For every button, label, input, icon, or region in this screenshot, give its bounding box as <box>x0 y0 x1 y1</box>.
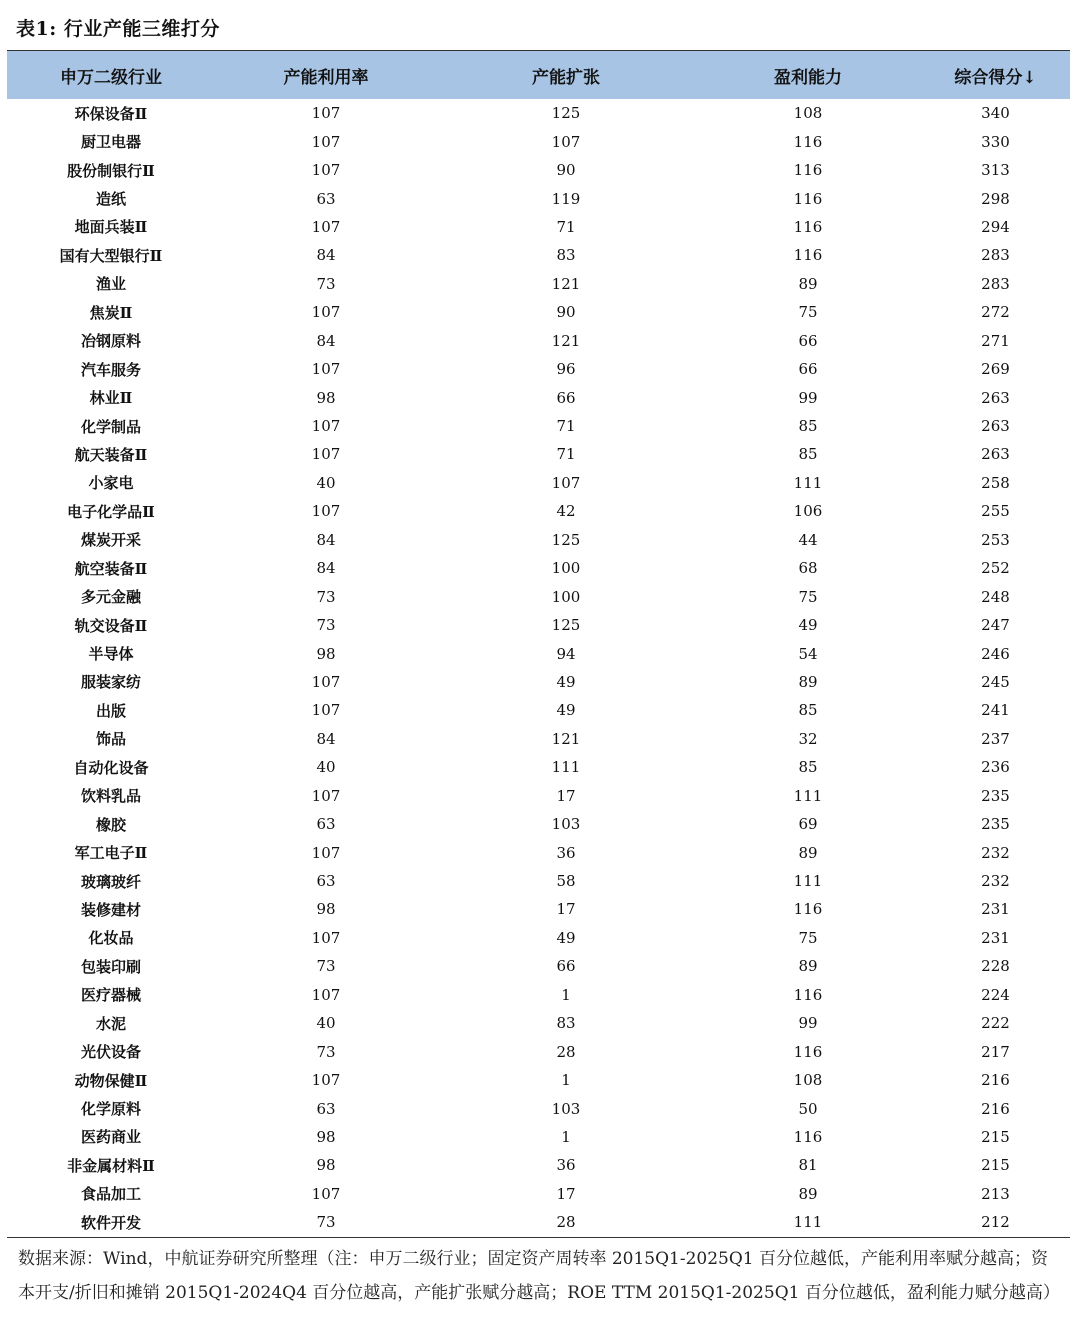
expansion-cell: 66 <box>556 957 576 976</box>
industry-cell: 服装家纺 <box>80 673 141 692</box>
utilization-cell: 107 <box>311 445 341 464</box>
total-score-cell: 222 <box>981 1014 1010 1033</box>
profitability-cell: 66 <box>798 360 818 379</box>
industry-cell: 化学原料 <box>80 1100 141 1119</box>
table-row <box>7 867 1070 895</box>
table-row <box>7 327 1070 355</box>
industry-cell: 小家电 <box>88 474 134 493</box>
profitability-cell: 116 <box>793 246 823 265</box>
industry-cell: 地面兵装Ⅱ <box>74 218 148 237</box>
expansion-cell: 125 <box>551 530 581 549</box>
profitability-cell: 49 <box>798 616 818 635</box>
utilization-cell: 107 <box>311 104 341 123</box>
utilization-cell: 98 <box>316 644 336 663</box>
industry-cell: 股份制银行Ⅱ <box>67 161 155 180</box>
table-row <box>7 895 1070 923</box>
table-row <box>7 355 1070 383</box>
table-row <box>7 213 1070 241</box>
total-score-cell: 246 <box>981 644 1010 663</box>
profitability-cell: 89 <box>798 1184 818 1203</box>
utilization-cell: 98 <box>316 900 336 919</box>
profitability-cell: 66 <box>798 331 818 350</box>
total-score-cell: 272 <box>981 303 1010 322</box>
profitability-cell: 75 <box>798 587 818 606</box>
total-score-cell: 235 <box>981 786 1010 805</box>
industry-cell: 厨卫电器 <box>80 133 141 152</box>
expansion-cell: 28 <box>556 1042 576 1061</box>
table-row <box>7 469 1070 497</box>
total-score-cell: 269 <box>981 360 1010 379</box>
profitability-cell: 69 <box>798 815 818 834</box>
utilization-cell: 107 <box>311 502 341 521</box>
table-row <box>7 241 1070 269</box>
table-row <box>7 1009 1070 1037</box>
expansion-cell: 90 <box>556 161 576 180</box>
table-row <box>7 1094 1070 1122</box>
expansion-cell: 17 <box>556 900 576 919</box>
table-row <box>7 156 1070 184</box>
expansion-cell: 103 <box>551 1099 581 1118</box>
header-row <box>7 51 1070 99</box>
industry-cell: 造纸 <box>95 190 126 209</box>
total-score-cell: 283 <box>981 274 1010 293</box>
expansion-cell: 121 <box>551 729 581 748</box>
profitability-cell: 85 <box>798 445 818 464</box>
industry-cell: 非金属材料Ⅱ <box>67 1156 155 1175</box>
profitability-cell: 116 <box>793 1127 823 1146</box>
total-score-cell: 228 <box>981 957 1010 976</box>
profitability-cell: 75 <box>798 928 818 947</box>
total-score-cell: 232 <box>981 872 1010 891</box>
total-score-cell: 232 <box>981 843 1010 862</box>
total-score-cell: 248 <box>981 587 1010 606</box>
industry-cell: 林业Ⅱ <box>89 389 133 408</box>
industry-cell: 出版 <box>95 701 126 720</box>
profitability-cell: 85 <box>798 701 818 720</box>
profitability-cell: 108 <box>793 1071 823 1090</box>
profitability-cell: 111 <box>793 473 823 492</box>
industry-cell: 自动化设备 <box>73 758 149 777</box>
profitability-cell: 111 <box>793 1213 823 1232</box>
profitability-cell: 116 <box>793 1042 823 1061</box>
expansion-cell: 28 <box>556 1213 576 1232</box>
profitability-cell: 99 <box>798 388 818 407</box>
utilization-cell: 107 <box>311 1071 341 1090</box>
industry-cell: 饮料乳品 <box>80 787 141 806</box>
utilization-cell: 84 <box>316 246 336 265</box>
total-score-cell: 212 <box>981 1213 1010 1232</box>
total-score-cell: 263 <box>981 388 1010 407</box>
total-score-cell: 213 <box>981 1184 1010 1203</box>
total-score-cell: 247 <box>981 616 1010 635</box>
total-score-cell: 241 <box>981 701 1010 720</box>
profitability-cell: 89 <box>798 274 818 293</box>
industry-cell: 多元金融 <box>80 588 141 607</box>
col-header-expansion: 产能扩张 <box>532 67 600 88</box>
table-row <box>7 1208 1070 1236</box>
industry-cell: 汽车服务 <box>80 360 141 379</box>
table-row <box>7 1151 1070 1179</box>
profitability-cell: 116 <box>793 985 823 1004</box>
table-row <box>7 554 1070 582</box>
profitability-cell: 116 <box>793 900 823 919</box>
total-score-cell: 216 <box>981 1071 1010 1090</box>
utilization-cell: 98 <box>316 1127 336 1146</box>
expansion-cell: 83 <box>556 246 576 265</box>
profitability-cell: 68 <box>798 559 818 578</box>
table-row <box>7 668 1070 696</box>
utilization-cell: 107 <box>311 132 341 151</box>
expansion-cell: 49 <box>556 672 576 691</box>
total-score-cell: 271 <box>981 331 1010 350</box>
industry-cell: 动物保健Ⅱ <box>74 1071 148 1090</box>
expansion-cell: 36 <box>556 1156 576 1175</box>
industry-cell: 焦炭Ⅱ <box>89 303 133 322</box>
expansion-cell: 83 <box>556 1014 576 1033</box>
col-header-profitability: 盈利能力 <box>774 67 842 88</box>
expansion-cell: 96 <box>556 360 576 379</box>
total-score-cell: 263 <box>981 445 1010 464</box>
table-row <box>7 298 1070 326</box>
table-row <box>7 753 1070 781</box>
table-row <box>7 582 1070 610</box>
expansion-cell: 1 <box>561 1127 571 1146</box>
profitability-cell: 32 <box>798 729 818 748</box>
utilization-cell: 73 <box>316 1042 336 1061</box>
total-score-cell: 231 <box>981 900 1010 919</box>
utilization-cell: 98 <box>316 1156 336 1175</box>
total-score-cell: 217 <box>981 1042 1010 1061</box>
expansion-cell: 66 <box>556 388 576 407</box>
utilization-cell: 63 <box>316 872 336 891</box>
profitability-cell: 44 <box>798 530 818 549</box>
table-row <box>7 725 1070 753</box>
industry-cell: 轨交设备Ⅱ <box>74 616 148 635</box>
profitability-cell: 116 <box>793 161 823 180</box>
industry-cell: 包装印刷 <box>80 957 141 976</box>
industry-cell: 环保设备Ⅱ <box>74 104 148 123</box>
utilization-cell: 107 <box>311 672 341 691</box>
total-score-cell: 252 <box>981 559 1010 578</box>
table-row <box>7 440 1070 468</box>
expansion-cell: 103 <box>551 815 581 834</box>
industry-cell: 医药商业 <box>80 1128 141 1147</box>
expansion-cell: 49 <box>556 701 576 720</box>
industry-cell: 化妆品 <box>88 929 134 948</box>
expansion-cell: 125 <box>551 616 581 635</box>
total-score-cell: 245 <box>981 672 1010 691</box>
utilization-cell: 107 <box>311 786 341 805</box>
utilization-cell: 107 <box>311 417 341 436</box>
col-header-industry: 申万二级行业 <box>60 67 162 88</box>
table-row <box>7 696 1070 724</box>
table-row <box>7 782 1070 810</box>
industry-cell: 水泥 <box>95 1014 126 1033</box>
utilization-cell: 107 <box>311 701 341 720</box>
total-score-cell: 340 <box>981 104 1010 123</box>
total-score-cell: 224 <box>981 985 1010 1004</box>
expansion-cell: 1 <box>561 985 571 1004</box>
industry-cell: 软件开发 <box>80 1213 141 1232</box>
expansion-cell: 100 <box>551 559 581 578</box>
table-row <box>7 127 1070 155</box>
expansion-cell: 121 <box>551 331 581 350</box>
table-row <box>7 924 1070 952</box>
industry-cell: 军工电子Ⅱ <box>74 844 148 863</box>
total-score-cell: 258 <box>981 473 1010 492</box>
industry-cell: 玻璃玻纤 <box>80 872 141 891</box>
profitability-cell: 108 <box>793 104 823 123</box>
utilization-cell: 107 <box>311 161 341 180</box>
industry-cell: 航空装备Ⅱ <box>74 559 148 578</box>
profitability-cell: 99 <box>798 1014 818 1033</box>
utilization-cell: 40 <box>316 758 336 777</box>
total-score-cell: 313 <box>981 161 1010 180</box>
industry-score-table <box>7 51 1070 1237</box>
total-score-cell: 235 <box>981 815 1010 834</box>
expansion-cell: 71 <box>556 445 576 464</box>
table-row <box>7 611 1070 639</box>
utilization-cell: 40 <box>316 473 336 492</box>
expansion-cell: 107 <box>551 132 581 151</box>
total-score-cell: 215 <box>981 1156 1010 1175</box>
total-score-cell: 253 <box>981 530 1010 549</box>
expansion-cell: 121 <box>551 274 581 293</box>
col-header-total-score: 综合得分↓ <box>954 67 1037 88</box>
source-note: 数据来源：Wind，中航证券研究所整理（注：申万二级行业；固定资产周转率 2015Q1-2025Q1 百分位越低，产能利用率赋分越高；资本开支/折旧和摊销 2015Q1-2024Q4 百分位越高，产能扩张赋分越高；ROE TTM 2015Q1-2025Q1 百分位越低，盈利能力赋分越高） <box>18 1249 1060 1303</box>
utilization-cell: 73 <box>316 1213 336 1232</box>
profitability-cell: 85 <box>798 758 818 777</box>
expansion-cell: 111 <box>551 758 581 777</box>
expansion-cell: 71 <box>556 217 576 236</box>
table-row <box>7 270 1070 298</box>
industry-cell: 煤炭开采 <box>80 531 141 550</box>
expansion-cell: 90 <box>556 303 576 322</box>
utilization-cell: 73 <box>316 616 336 635</box>
utilization-cell: 107 <box>311 843 341 862</box>
utilization-cell: 84 <box>316 559 336 578</box>
total-score-cell: 255 <box>981 502 1010 521</box>
table-body <box>7 99 1070 1237</box>
expansion-cell: 71 <box>556 417 576 436</box>
table-bottom-rule <box>7 1237 1070 1238</box>
table-row <box>7 952 1070 980</box>
total-score-cell: 283 <box>981 246 1010 265</box>
utilization-cell: 84 <box>316 530 336 549</box>
table-row <box>7 1180 1070 1208</box>
utilization-cell: 107 <box>311 303 341 322</box>
total-score-cell: 263 <box>981 417 1010 436</box>
table-row <box>7 383 1070 411</box>
total-score-cell: 237 <box>981 729 1010 748</box>
expansion-cell: 42 <box>556 502 576 521</box>
expansion-cell: 94 <box>556 644 576 663</box>
col-header-utilization: 产能利用率 <box>283 67 369 88</box>
utilization-cell: 73 <box>316 957 336 976</box>
expansion-cell: 1 <box>561 1071 571 1090</box>
utilization-cell: 107 <box>311 1184 341 1203</box>
table-row <box>7 838 1070 866</box>
expansion-cell: 17 <box>556 786 576 805</box>
table-row <box>7 184 1070 212</box>
profitability-cell: 81 <box>798 1156 818 1175</box>
table-row <box>7 1066 1070 1094</box>
table-row <box>7 412 1070 440</box>
expansion-cell: 107 <box>551 473 581 492</box>
industry-cell: 装修建材 <box>80 900 141 919</box>
table-row <box>7 810 1070 838</box>
utilization-cell: 107 <box>311 985 341 1004</box>
table-row <box>7 1037 1070 1065</box>
expansion-cell: 49 <box>556 928 576 947</box>
utilization-cell: 107 <box>311 360 341 379</box>
profitability-cell: 50 <box>798 1099 818 1118</box>
profitability-cell: 106 <box>793 502 823 521</box>
profitability-cell: 89 <box>798 957 818 976</box>
utilization-cell: 63 <box>316 1099 336 1118</box>
industry-cell: 光伏设备 <box>80 1043 141 1062</box>
industry-cell: 化学制品 <box>80 417 141 436</box>
industry-cell: 渔业 <box>95 275 126 294</box>
table-title: 表1: 行业产能三维打分 <box>16 18 220 40</box>
utilization-cell: 84 <box>316 331 336 350</box>
total-score-cell: 231 <box>981 928 1010 947</box>
profitability-cell: 116 <box>793 189 823 208</box>
table-row <box>7 99 1070 127</box>
expansion-cell: 100 <box>551 587 581 606</box>
profitability-cell: 89 <box>798 843 818 862</box>
utilization-cell: 63 <box>316 189 336 208</box>
table-row <box>7 639 1070 667</box>
expansion-cell: 125 <box>551 104 581 123</box>
industry-cell: 冶钢原料 <box>80 332 141 351</box>
industry-cell: 医疗器械 <box>80 986 141 1005</box>
industry-cell: 电子化学品Ⅱ <box>67 502 155 521</box>
utilization-cell: 73 <box>316 274 336 293</box>
utilization-cell: 63 <box>316 815 336 834</box>
expansion-cell: 36 <box>556 843 576 862</box>
industry-cell: 食品加工 <box>80 1185 141 1204</box>
expansion-cell: 17 <box>556 1184 576 1203</box>
utilization-cell: 107 <box>311 928 341 947</box>
utilization-cell: 73 <box>316 587 336 606</box>
table-row <box>7 497 1070 525</box>
profitability-cell: 116 <box>793 217 823 236</box>
expansion-cell: 119 <box>551 189 581 208</box>
utilization-cell: 98 <box>316 388 336 407</box>
profitability-cell: 111 <box>793 786 823 805</box>
total-score-cell: 330 <box>981 132 1010 151</box>
total-score-cell: 215 <box>981 1127 1010 1146</box>
profitability-cell: 111 <box>793 872 823 891</box>
total-score-cell: 294 <box>981 217 1010 236</box>
profitability-cell: 75 <box>798 303 818 322</box>
expansion-cell: 58 <box>556 872 576 891</box>
industry-cell: 国有大型银行Ⅱ <box>59 246 163 265</box>
industry-cell: 航天装备Ⅱ <box>74 445 148 464</box>
utilization-cell: 84 <box>316 729 336 748</box>
table-row <box>7 526 1070 554</box>
utilization-cell: 107 <box>311 217 341 236</box>
industry-cell: 半导体 <box>88 645 134 664</box>
industry-cell: 饰品 <box>95 730 126 749</box>
total-score-cell: 298 <box>981 189 1010 208</box>
table-row <box>7 1123 1070 1151</box>
total-score-cell: 236 <box>981 758 1010 777</box>
profitability-cell: 89 <box>798 672 818 691</box>
utilization-cell: 40 <box>316 1014 336 1033</box>
industry-cell: 橡胶 <box>95 815 126 834</box>
profitability-cell: 54 <box>798 644 818 663</box>
table-row <box>7 981 1070 1009</box>
profitability-cell: 116 <box>793 132 823 151</box>
profitability-cell: 85 <box>798 417 818 436</box>
total-score-cell: 216 <box>981 1099 1010 1118</box>
